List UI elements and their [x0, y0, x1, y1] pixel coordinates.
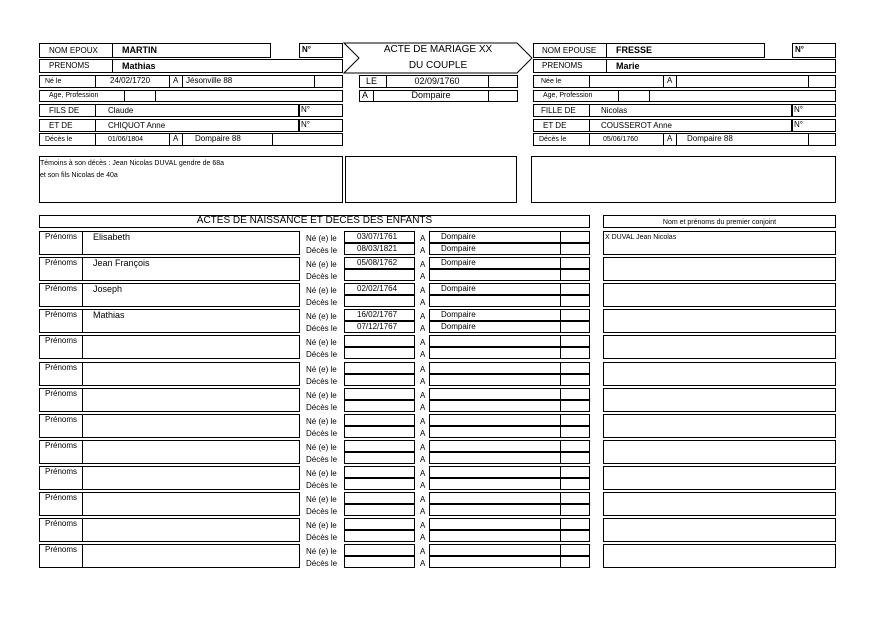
child-deces-date-box — [344, 478, 415, 490]
child-ne-a: A — [420, 417, 426, 426]
husband-etde-label: ET DE — [49, 121, 73, 130]
child-ne-date[interactable]: 02/02/1764 — [357, 284, 398, 293]
child-prenoms-label: Prénoms — [45, 363, 78, 372]
wife-prenoms[interactable]: Marie — [616, 61, 640, 71]
child-deces-a: A — [420, 377, 426, 386]
child-deces-label: Décès le — [306, 481, 338, 490]
child-name-box — [39, 440, 300, 464]
child-deces-extra-box — [560, 452, 590, 464]
child-deces-label: Décès le — [306, 533, 338, 542]
child-deces-label: Décès le — [306, 272, 338, 281]
child-ne-date-box — [344, 335, 415, 347]
child-ne-date-box — [344, 388, 415, 400]
child-deces-date-box — [344, 504, 415, 516]
child-name-box — [39, 466, 300, 490]
child-ne-a: A — [420, 547, 426, 556]
child-ne-date[interactable]: 16/02/1767 — [357, 310, 398, 319]
child-deces-a: A — [420, 481, 426, 490]
child-prenoms-label: Prénoms — [45, 415, 78, 424]
child-deces-lieu-box — [429, 478, 561, 490]
child-deces-extra-box — [560, 426, 590, 438]
child-prenoms-label: Prénoms — [45, 493, 78, 502]
child-ne-lieu-box — [429, 362, 561, 374]
husband-ne-a: A — [173, 76, 179, 85]
wife-pere[interactable]: Nicolas — [601, 106, 628, 115]
child-ne-extra-box — [560, 414, 590, 426]
husband-nom-label: NOM EPOUX — [49, 46, 98, 55]
child-ne-date[interactable]: 05/08/1762 — [357, 258, 398, 267]
child-ne-a: A — [420, 365, 426, 374]
child-deces-date-box — [344, 452, 415, 464]
child-ne-label: Né (e) le — [306, 521, 337, 530]
child-conjoint-box[interactable] — [603, 544, 836, 568]
child-ne-extra-box — [560, 309, 590, 321]
husband-pere-no-label: N° — [301, 105, 310, 114]
child-deces-lieu[interactable]: Dompaire — [441, 244, 476, 253]
child-deces-extra-box — [560, 374, 590, 386]
child-ne-extra-box — [560, 257, 590, 269]
child-name-box — [39, 309, 300, 333]
child-name-box — [39, 544, 300, 568]
child-ne-a: A — [420, 521, 426, 530]
husband-deces-row — [39, 133, 343, 146]
husband-deces-date[interactable]: 01/06/1804 — [108, 136, 144, 143]
acte-title-1: ACTE DE MARIAGE XX — [383, 44, 493, 55]
child-deces-lieu-box — [429, 269, 561, 281]
child-prenoms-label: Prénoms — [45, 284, 78, 293]
wife-deces-label: Décès le — [539, 136, 567, 143]
child-name-divider — [82, 283, 83, 307]
child-conjoint-box[interactable] — [603, 440, 836, 464]
child-deces-extra-box — [560, 243, 590, 255]
child-prenoms[interactable]: Joseph — [93, 284, 123, 294]
child-ne-a: A — [420, 469, 426, 478]
child-name-box — [39, 414, 300, 438]
child-name-box — [39, 257, 300, 281]
husband-prenoms-label: PRENOMS — [49, 61, 90, 70]
child-deces-lieu-box — [429, 452, 561, 464]
child-ne-extra-box — [560, 466, 590, 478]
child-deces-a: A — [420, 324, 426, 333]
child-ne-lieu-box — [429, 544, 561, 556]
child-prenoms-label: Prénoms — [45, 441, 78, 450]
child-deces-label: Décès le — [306, 324, 338, 333]
child-deces-date-box — [344, 556, 415, 568]
child-ne-lieu[interactable]: Dompaire — [441, 284, 476, 293]
child-conjoint-box[interactable] — [603, 414, 836, 438]
child-ne-a: A — [420, 338, 426, 347]
child-name-box — [39, 388, 300, 412]
wife-fille-label: FILLE DE — [541, 106, 576, 115]
wife-deces-a: A — [667, 134, 673, 143]
child-prenoms[interactable]: Jean François — [93, 258, 150, 268]
child-deces-label: Décès le — [306, 246, 338, 255]
child-deces-a: A — [420, 507, 426, 516]
child-ne-a: A — [420, 234, 426, 243]
child-prenoms-label: Prénoms — [45, 389, 78, 398]
child-ne-lieu-box — [429, 335, 561, 347]
child-ne-extra-box — [560, 518, 590, 530]
child-ne-extra-box — [560, 335, 590, 347]
child-deces-extra-box — [560, 556, 590, 568]
child-conjoint-box[interactable] — [603, 518, 836, 542]
child-ne-label: Né (e) le — [306, 338, 337, 347]
child-ne-lieu[interactable]: Dompaire — [441, 232, 476, 241]
child-deces-a: A — [420, 298, 426, 307]
child-name-divider — [82, 544, 83, 568]
child-deces-a: A — [420, 429, 426, 438]
child-deces-lieu-box — [429, 400, 561, 412]
wife-age-label: Age, Profession — [543, 92, 593, 99]
acte-date[interactable]: 02/09/1760 — [414, 76, 460, 86]
child-ne-lieu-box — [429, 440, 561, 452]
child-name-divider — [82, 466, 83, 490]
wife-mere-no-label: N° — [794, 120, 803, 129]
child-ne-lieu-box — [429, 388, 561, 400]
wife-nom[interactable]: FRESSE — [616, 45, 653, 55]
husband-etde-row — [39, 119, 299, 132]
child-ne-a: A — [420, 260, 426, 269]
child-ne-date-box — [344, 362, 415, 374]
child-deces-label: Décès le — [306, 559, 338, 568]
child-name-divider — [82, 414, 83, 438]
acte-lieu[interactable]: Dompaire — [411, 90, 451, 100]
child-prenoms-label: Prénoms — [45, 336, 78, 345]
child-ne-label: Né (e) le — [306, 443, 337, 452]
child-deces-date-box — [344, 374, 415, 386]
child-prenoms-label: Prénoms — [45, 258, 78, 267]
wife-nom-label: NOM EPOUSE — [542, 46, 597, 55]
child-deces-label: Décès le — [306, 455, 338, 464]
child-deces-date[interactable]: 07/12/1767 — [357, 322, 398, 331]
child-ne-date-box — [344, 414, 415, 426]
child-ne-a: A — [420, 495, 426, 504]
child-deces-label: Décès le — [306, 298, 338, 307]
child-ne-extra-box — [560, 231, 590, 243]
husband-mere-no-label: N° — [301, 120, 310, 129]
child-ne-label: Né (e) le — [306, 234, 337, 243]
child-deces-date-box — [344, 347, 415, 359]
child-ne-label: Né (e) le — [306, 260, 337, 269]
acte-a-label: A — [362, 90, 369, 100]
children-header-title: ACTES DE NAISSANCE ET DECES DES ENFANTS — [196, 215, 433, 226]
wife-deces-date[interactable]: 05/06/1760 — [603, 136, 639, 143]
husband-ne-date[interactable]: 24/02/1720 — [110, 76, 151, 85]
child-ne-extra-box — [560, 388, 590, 400]
child-ne-label: Né (e) le — [306, 495, 337, 504]
child-deces-lieu-box — [429, 295, 561, 307]
child-deces-a: A — [420, 246, 426, 255]
child-name-divider — [82, 335, 83, 359]
wife-prenoms-label: PRENOMS — [542, 61, 583, 70]
child-deces-lieu-box — [429, 426, 561, 438]
child-prenoms-label: Prénoms — [45, 545, 78, 554]
child-name-box — [39, 335, 300, 359]
child-name-divider — [82, 362, 83, 386]
child-conjoint-box[interactable] — [603, 335, 836, 359]
center-notes-box[interactable] — [345, 156, 517, 203]
child-deces-a: A — [420, 272, 426, 281]
child-name-divider — [82, 309, 83, 333]
wife-mere[interactable]: COUSSEROT Anne — [601, 121, 672, 130]
child-conjoint-box[interactable] — [603, 309, 836, 333]
child-deces-extra-box — [560, 530, 590, 542]
wife-pere-no-label: N° — [794, 105, 803, 114]
husband-fils-label: FILS DE — [49, 106, 80, 115]
child-conjoint-box[interactable] — [603, 283, 836, 307]
child-deces-extra-box — [560, 347, 590, 359]
child-deces-extra-box — [560, 478, 590, 490]
child-conjoint-box[interactable] — [603, 492, 836, 516]
child-ne-label: Né (e) le — [306, 312, 337, 321]
child-ne-label: Né (e) le — [306, 469, 337, 478]
husband-pere[interactable]: Claude — [108, 106, 134, 115]
child-ne-extra-box — [560, 544, 590, 556]
husband-no-label: N° — [302, 45, 311, 54]
child-name-divider — [82, 492, 83, 516]
child-deces-a: A — [420, 350, 426, 359]
child-deces-label: Décès le — [306, 429, 338, 438]
child-ne-lieu[interactable]: Dompaire — [441, 258, 476, 267]
child-ne-a: A — [420, 286, 426, 295]
spouse-header-title: Nom et prénoms du premier conjoint — [662, 219, 777, 226]
child-deces-date-box — [344, 295, 415, 307]
child-deces-lieu[interactable]: Dompaire — [441, 322, 476, 331]
child-ne-extra-box — [560, 492, 590, 504]
child-deces-extra-box — [560, 269, 590, 281]
child-ne-label: Né (e) le — [306, 365, 337, 374]
husband-prenoms[interactable]: Mathias — [122, 61, 156, 71]
child-ne-a: A — [420, 391, 426, 400]
child-deces-date-box — [344, 400, 415, 412]
child-name-box — [39, 518, 300, 542]
child-deces-lieu-box — [429, 347, 561, 359]
husband-age-label: Age, Profession — [49, 92, 99, 99]
husband-note-line-2: et son fils Nicolas de 40a — [40, 172, 118, 179]
child-conjoint-box[interactable] — [603, 362, 836, 386]
child-name-divider — [82, 231, 83, 255]
child-deces-a: A — [420, 455, 426, 464]
husband-deces-lieu[interactable]: Dompaire 88 — [195, 134, 241, 143]
child-deces-label: Décès le — [306, 403, 338, 412]
child-ne-label: Né (e) le — [306, 391, 337, 400]
child-deces-lieu-box — [429, 504, 561, 516]
wife-deces-row — [533, 133, 836, 146]
child-deces-date-box — [344, 530, 415, 542]
child-deces-a: A — [420, 559, 426, 568]
child-deces-a: A — [420, 533, 426, 542]
child-deces-date-box — [344, 269, 415, 281]
child-prenoms[interactable]: Elisabeth — [93, 232, 131, 242]
child-deces-extra-box — [560, 295, 590, 307]
child-ne-a: A — [420, 312, 426, 321]
child-ne-lieu-box — [429, 466, 561, 478]
child-ne-date-box — [344, 492, 415, 504]
child-prenoms-label: Prénoms — [45, 232, 78, 241]
child-name-divider — [82, 257, 83, 281]
child-conjoint-box[interactable] — [603, 388, 836, 412]
child-ne-date-box — [344, 466, 415, 478]
acte-title-2: DU COUPLE — [408, 60, 468, 71]
child-conjoint-box[interactable] — [603, 466, 836, 490]
child-ne-date-box — [344, 440, 415, 452]
child-ne-extra-box — [560, 283, 590, 295]
child-ne-label: Né (e) le — [306, 417, 337, 426]
child-name-box — [39, 362, 300, 386]
husband-nom[interactable]: MARTIN — [122, 45, 157, 55]
acte-le-label: LE — [366, 76, 378, 86]
child-name-box — [39, 283, 300, 307]
child-deces-label: Décès le — [306, 507, 338, 516]
child-deces-date[interactable]: 08/03/1821 — [357, 244, 398, 253]
child-deces-lieu-box — [429, 530, 561, 542]
child-deces-label: Décès le — [306, 350, 338, 359]
child-ne-extra-box — [560, 440, 590, 452]
husband-note-line-1: Témoins à son décès : Jean Nicolas DUVAL gendre de 68a — [40, 160, 225, 167]
child-deces-lieu-box — [429, 556, 561, 568]
child-conjoint-box[interactable] — [603, 257, 836, 281]
child-ne-date[interactable]: 03/07/1761 — [357, 232, 398, 241]
husband-deces-label: Décès le — [45, 136, 73, 143]
wife-no-label: N° — [795, 45, 804, 54]
child-name-divider — [82, 388, 83, 412]
husband-ne-lieu[interactable]: Jésonville 88 — [186, 76, 233, 85]
child-prenoms-label: Prénoms — [45, 519, 78, 528]
child-deces-date-box — [344, 426, 415, 438]
child-ne-lieu-box — [429, 414, 561, 426]
wife-deces-lieu[interactable]: Dompaire 88 — [687, 134, 733, 143]
wife-ne-a: A — [667, 76, 673, 85]
child-deces-extra-box — [560, 400, 590, 412]
child-ne-lieu-box — [429, 518, 561, 530]
child-name-divider — [82, 518, 83, 542]
child-deces-lieu-box — [429, 374, 561, 386]
wife-notes-box[interactable] — [531, 156, 836, 203]
husband-mere[interactable]: CHIQUOT Anne — [108, 121, 166, 130]
child-name-box — [39, 231, 300, 255]
child-name-divider — [82, 440, 83, 464]
child-ne-lieu[interactable]: Dompaire — [441, 310, 476, 319]
child-ne-date-box — [344, 544, 415, 556]
child-ne-lieu-box — [429, 492, 561, 504]
child-ne-extra-box — [560, 362, 590, 374]
child-deces-label: Décès le — [306, 377, 338, 386]
wife-birth-row — [533, 75, 836, 88]
child-prenoms-label: Prénoms — [45, 310, 78, 319]
wife-ne-label: Née le — [541, 78, 562, 85]
child-prenoms[interactable]: Mathias — [93, 310, 125, 320]
husband-ne-label: Né le — [45, 78, 62, 85]
child-ne-date-box — [344, 518, 415, 530]
child-ne-label: Né (e) le — [306, 547, 337, 556]
child-ne-a: A — [420, 443, 426, 452]
child-prenoms-label: Prénoms — [45, 467, 78, 476]
child-deces-extra-box — [560, 504, 590, 516]
child-name-box — [39, 492, 300, 516]
child-deces-extra-box — [560, 321, 590, 333]
husband-deces-a: A — [173, 134, 179, 143]
child-deces-a: A — [420, 403, 426, 412]
child-conjoint[interactable]: X DUVAL Jean Nicolas — [605, 234, 677, 241]
child-ne-label: Né (e) le — [306, 286, 337, 295]
wife-etde-label: ET DE — [543, 121, 567, 130]
